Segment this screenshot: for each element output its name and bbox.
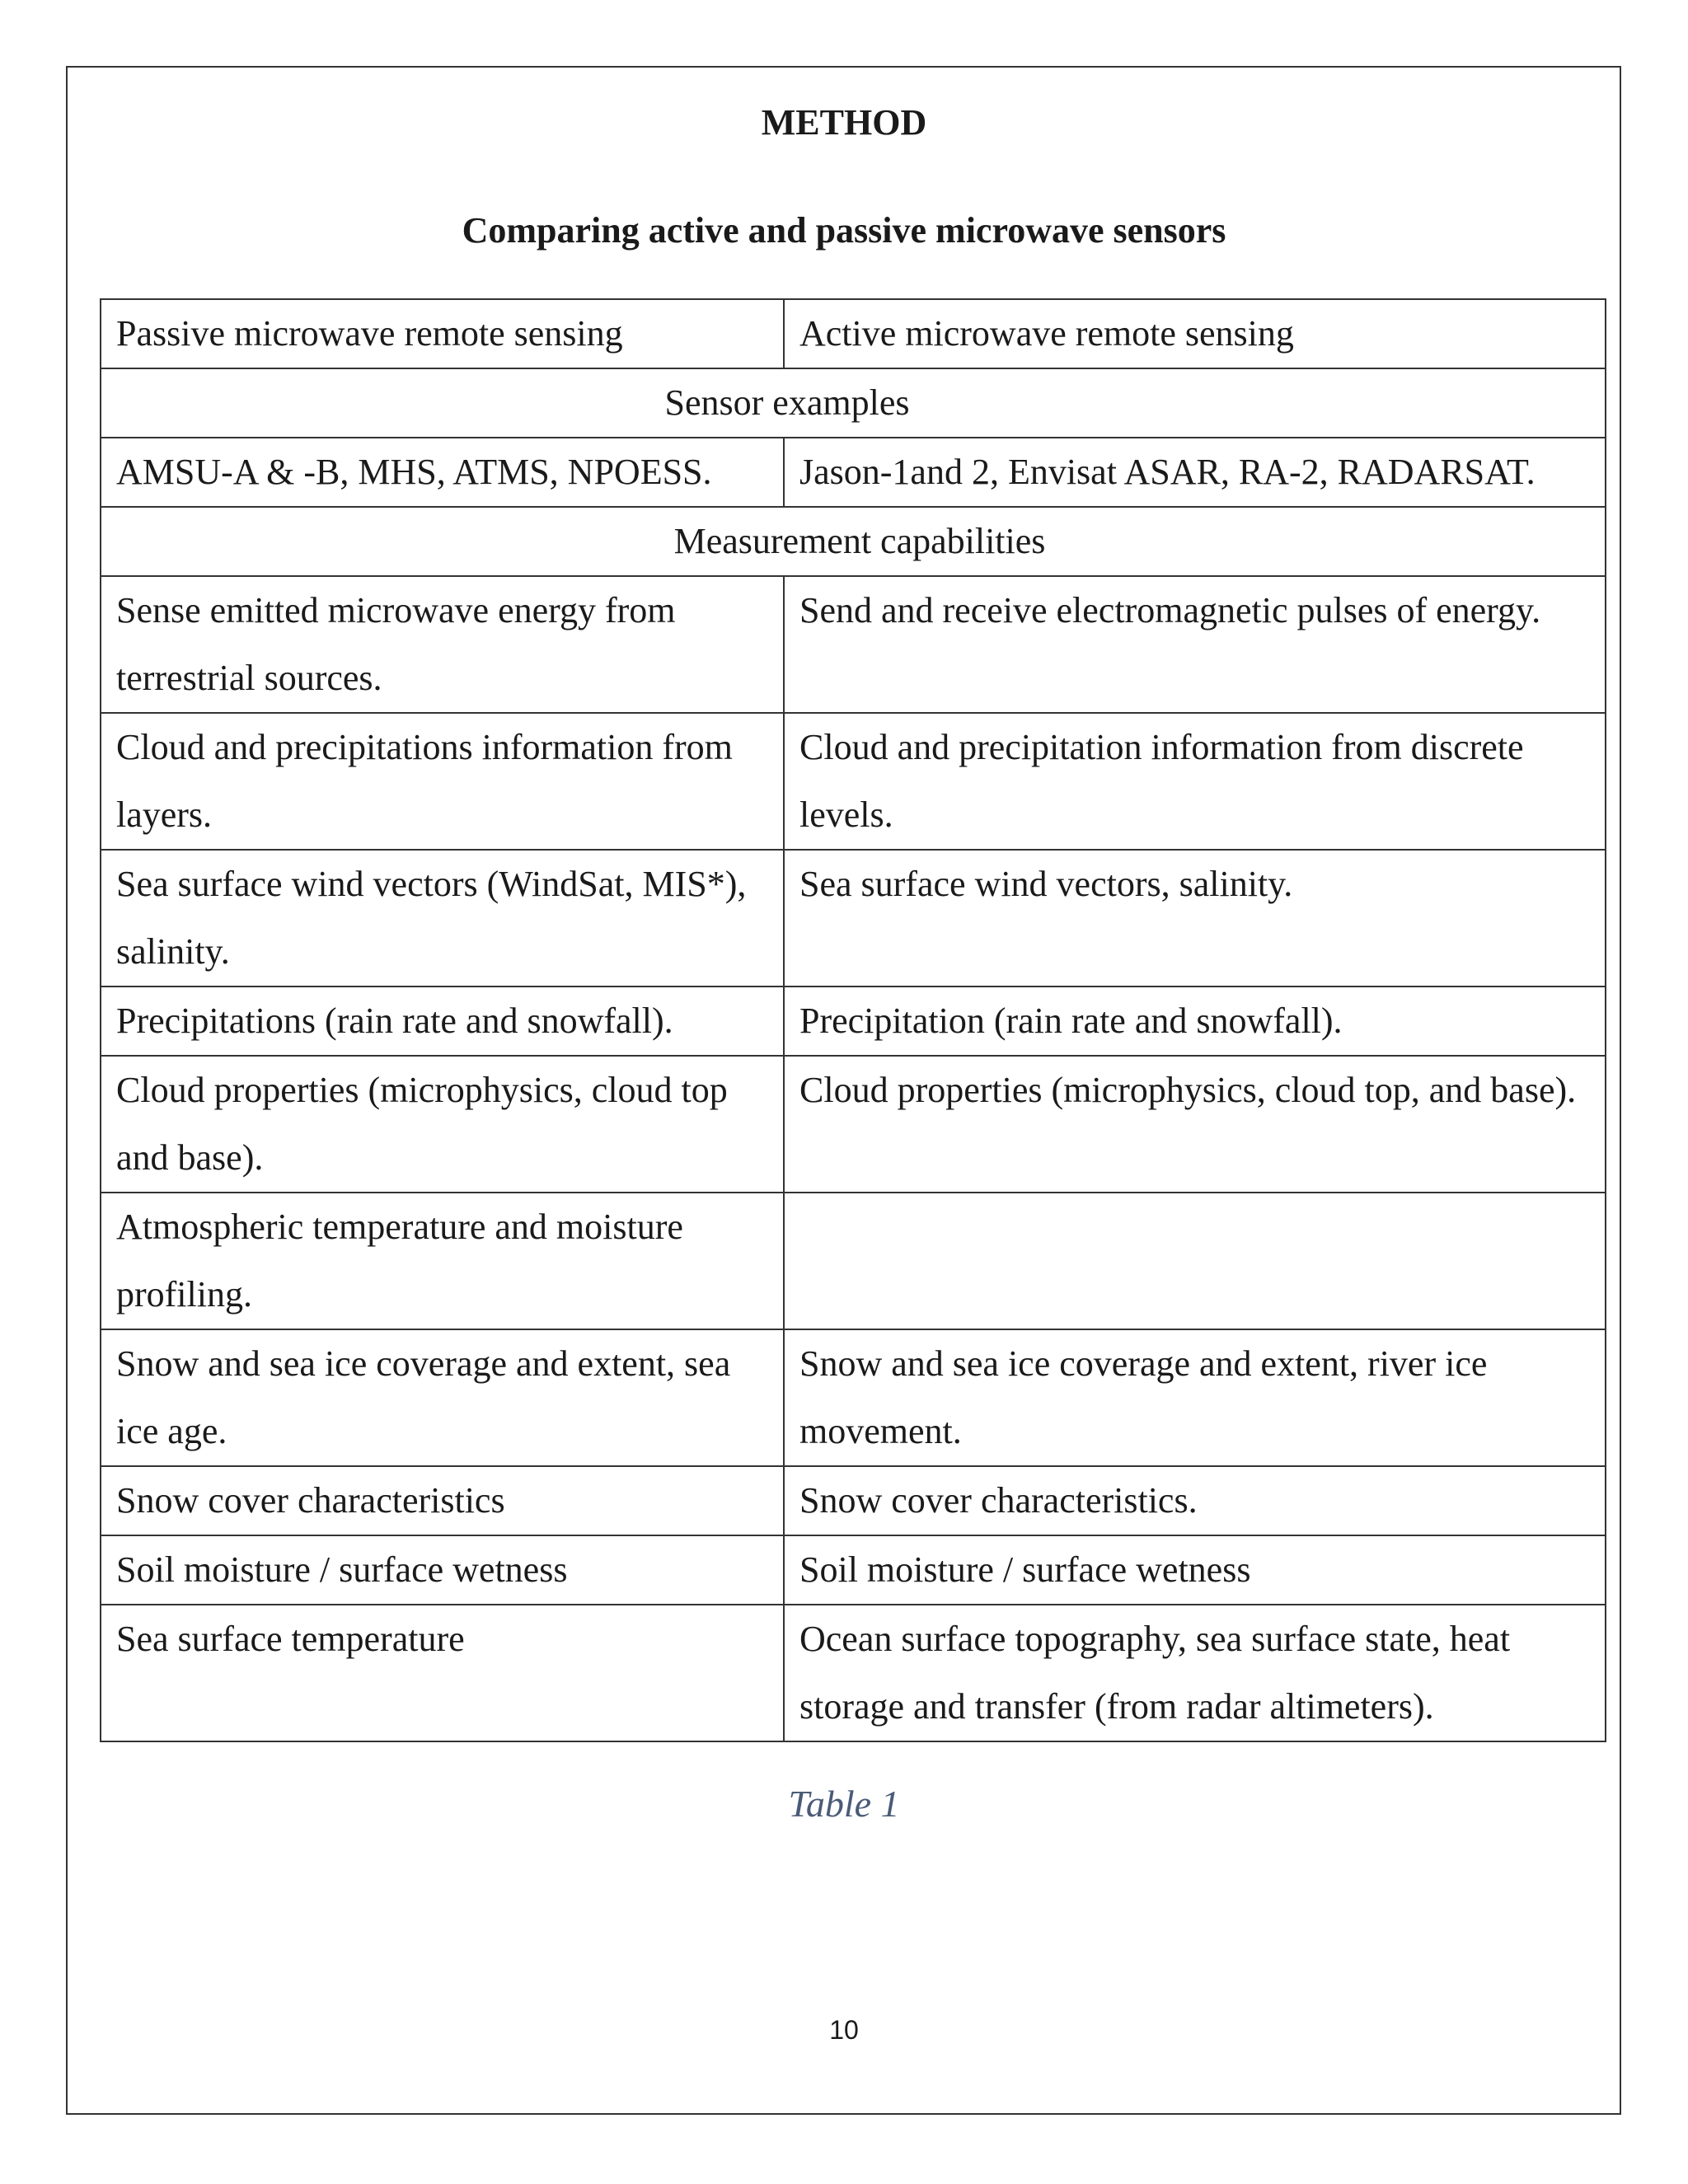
section-row <box>101 368 1606 438</box>
section-title-sensor-examples <box>101 368 1606 438</box>
active-cell: Jason-1and 2, Envisat ASAR, RA-2, RADARSAT. <box>784 438 1606 507</box>
active-cell: Cloud properties (microphysics, cloud top, and base). <box>784 1056 1606 1193</box>
active-cell: Send and receive electromagnetic pulses of energy. <box>784 576 1606 713</box>
table-row <box>101 1466 1606 1535</box>
table-row <box>101 576 1606 713</box>
passive-cell: Soil moisture / surface wetness <box>101 1535 784 1605</box>
table-row <box>101 1329 1606 1466</box>
page-heading: METHOD <box>761 102 927 143</box>
table-row <box>101 438 1606 507</box>
table-row <box>101 1056 1606 1193</box>
table-row <box>101 987 1606 1056</box>
active-cell: Snow and sea ice coverage and extent, river ice movement. <box>784 1329 1606 1466</box>
active-cell: Precipitation (rain rate and snowfall). <box>784 987 1606 1056</box>
table-row <box>101 1605 1606 1741</box>
passive-cell: Snow cover characteristics <box>101 1466 784 1535</box>
active-cell: Snow cover characteristics. <box>784 1466 1606 1535</box>
passive-cell: Sea surface temperature <box>101 1605 784 1741</box>
passive-cell: Atmospheric temperature and moisture profiling. <box>101 1193 784 1329</box>
passive-cell: Cloud and precipitations information from layers. <box>101 713 784 850</box>
table-caption: Table 1 <box>788 1783 900 1825</box>
table-row <box>101 1193 1606 1329</box>
table-row <box>101 850 1606 987</box>
header-passive: Passive microwave remote sensing <box>101 299 784 368</box>
section-title-measurement-capabilities <box>101 507 1606 576</box>
section-subheading: Comparing active and passive microwave sensors <box>462 210 1226 251</box>
passive-cell: Cloud properties (microphysics, cloud top and base). <box>101 1056 784 1193</box>
comparison-table <box>100 298 1606 1742</box>
active-cell <box>784 1193 1606 1329</box>
passive-cell: Snow and sea ice coverage and extent, sea ice age. <box>101 1329 784 1466</box>
passive-cell: Sense emitted microwave energy from terrestrial sources. <box>101 576 784 713</box>
page-number: 10 <box>829 2015 859 2045</box>
section-label: Measurement capabilities <box>673 521 1046 561</box>
table-row <box>101 1535 1606 1605</box>
passive-cell: Precipitations (rain rate and snowfall). <box>101 987 784 1056</box>
table-header-row <box>101 299 1606 368</box>
active-cell: Sea surface wind vectors, salinity. <box>784 850 1606 987</box>
header-active: Active microwave remote sensing <box>784 299 1606 368</box>
active-cell: Soil moisture / surface wetness <box>784 1535 1606 1605</box>
passive-cell: Sea surface wind vectors (WindSat, MIS*), salinity. <box>101 850 784 987</box>
active-cell: Cloud and precipitation information from discrete levels. <box>784 713 1606 850</box>
section-row <box>101 507 1606 576</box>
active-cell: Ocean surface topography, sea surface state, heat storage and transfer (from radar altimeters). <box>784 1605 1606 1741</box>
passive-cell: AMSU-A & -B, MHS, ATMS, NPOESS. <box>101 438 784 507</box>
section-label: Sensor examples <box>664 382 910 423</box>
table-row <box>101 713 1606 850</box>
